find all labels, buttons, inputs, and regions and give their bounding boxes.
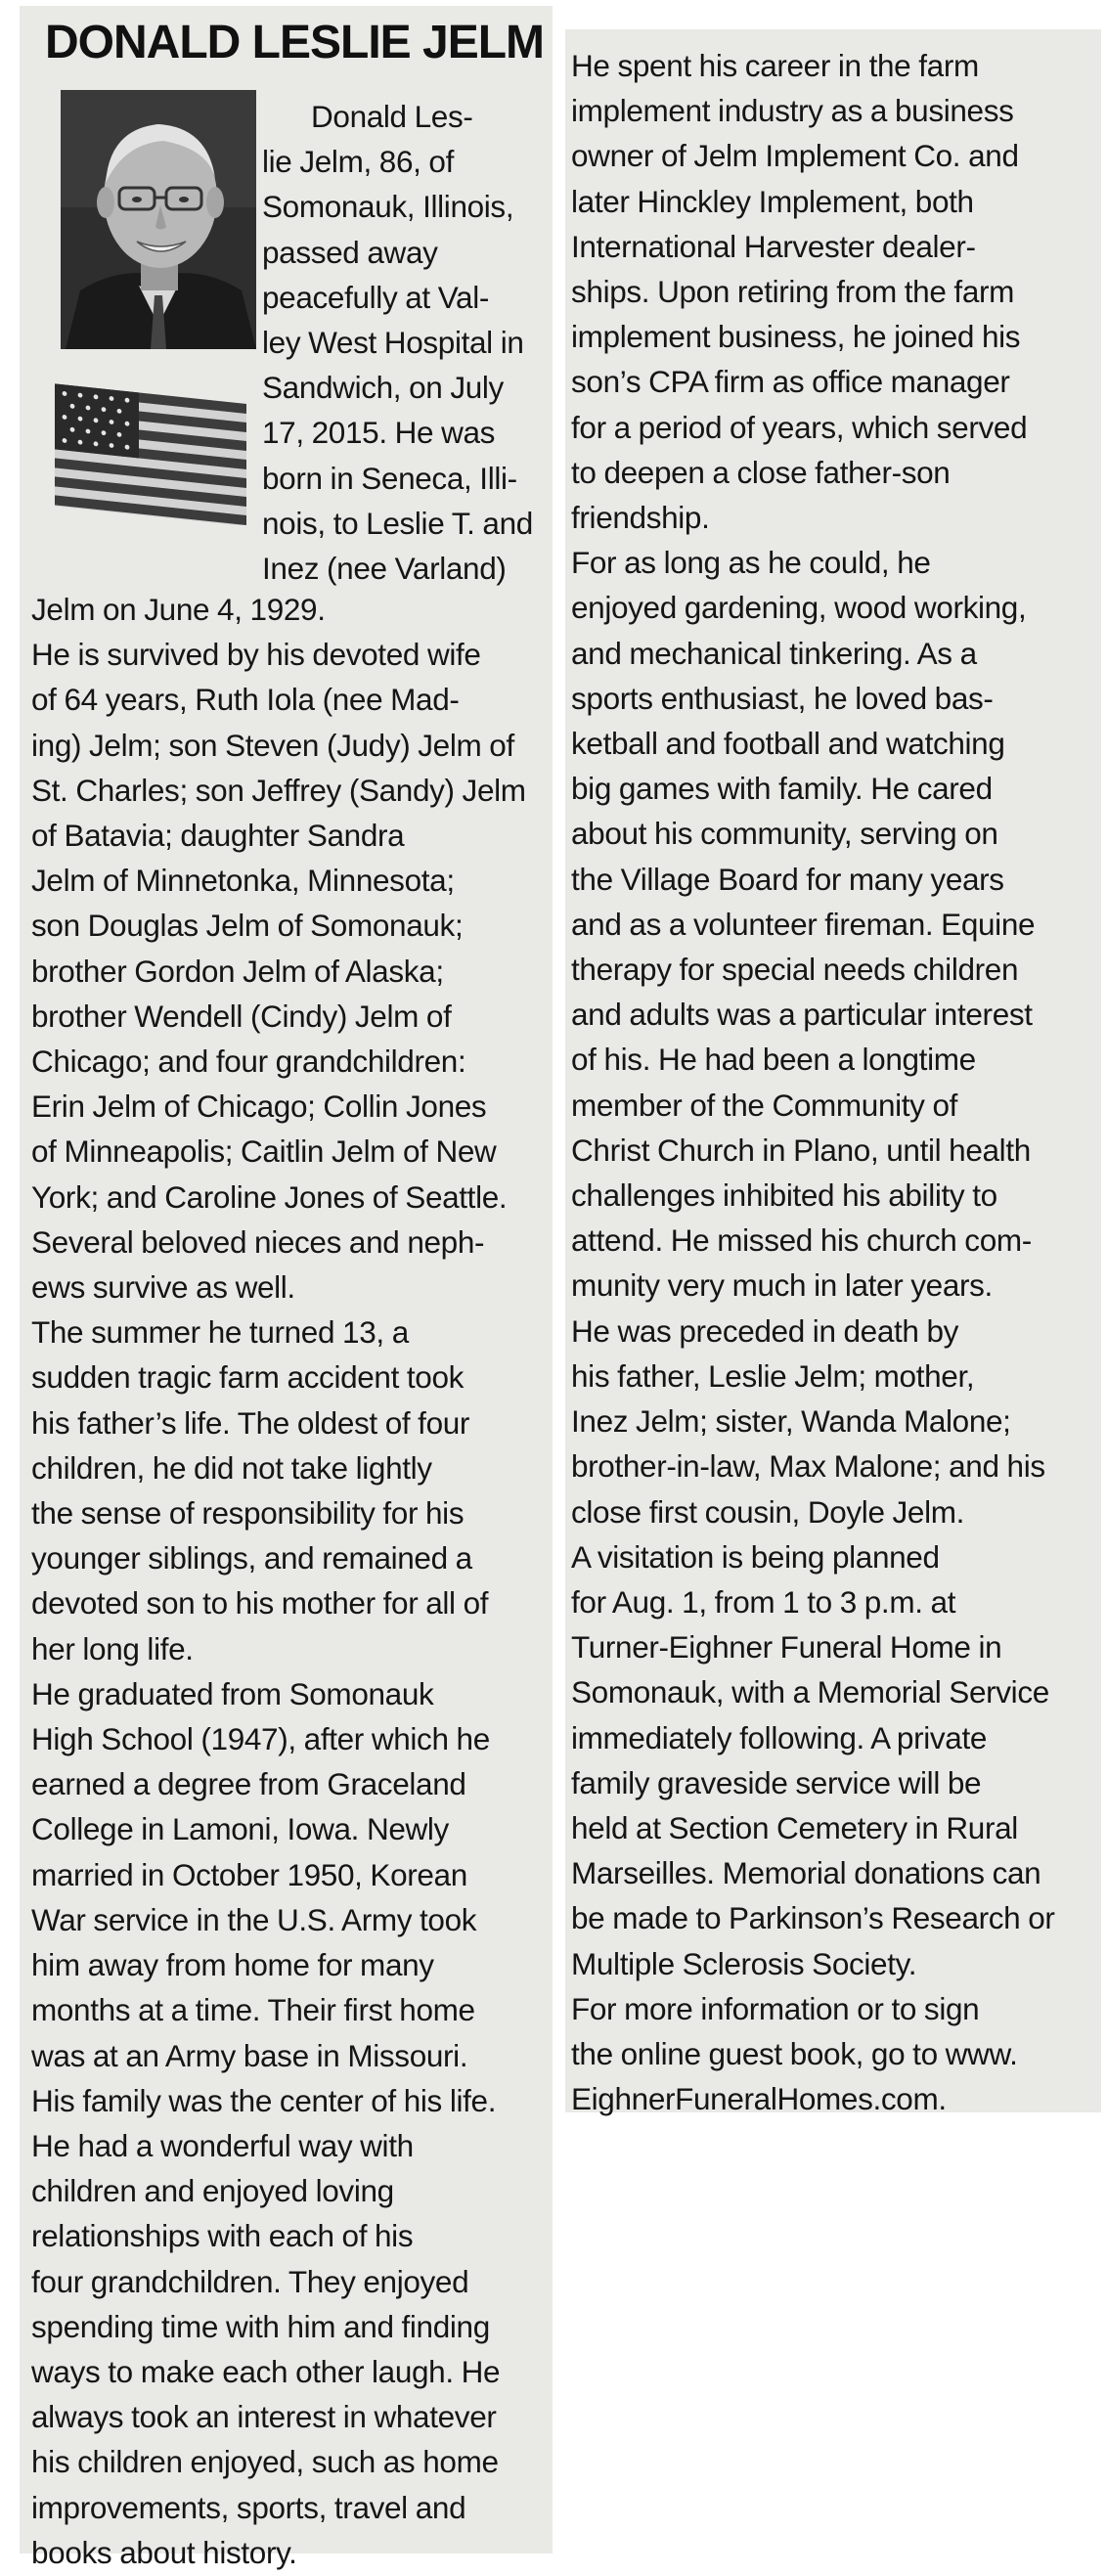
survivors-paragraph: He is survived by his devoted wife of 64 years, Ruth Iola (nee Mad- ing) Jelm; son Steven (Judy) Jelm of St. Charles; son Jeffrey (Sandy) Jelm of Batavia; daughter Sandra Jelm of Minnetonka, Minnesota; son Douglas Jelm of Somonauk; brother Gordon Jelm of Alaska; brother Wendell (Cindy) Jelm of Chicago; and four grandchildren: Erin Jelm of Chicago; Collin Jones of Minneapolis; Caitlin Jelm of New York; and Caroline Jones of Seattle. Several beloved nieces and neph- ews survive as well. — [31, 637, 526, 1306]
left-column — [20, 6, 553, 2570]
early-life-paragraph: The summer he turned 13, a sudden tragic farm accident took his father’s life. The oldest of four children, he did not take lightly the sense of responsibility for his younger siblings, and remained a devoted son to his mother for all of her long life. — [31, 1314, 489, 1666]
headline: DONALD LESLIE JELM — [45, 17, 545, 68]
family-paragraph: He had a wonderful way with children and enjoyed loving relationships with each of his four grandchildren. They enjoyed spending time with him and finding ways to make each other laugh. He always took an interest in whatever his children enjoyed, such as home improvements, sports, travel and books about history. — [31, 2127, 501, 2570]
flag-icon — [51, 383, 251, 525]
portrait-photo — [61, 90, 256, 349]
hobbies-paragraph: For as long as he could, he enjoyed gardening, wood working, and mechanical tinkering. As a sports enthusiast, he loved bas- ketball and football and watching big games with family. He cared about his community, serving on the Village Board for many years and as a volunteer fireman. Equine therapy for special needs children and adults was a particular interest of his. He had been a longtime member of the Community of Christ Church in Plano, until health challenges inhibited his ability to attend. He missed his church com- munity very much in later years. — [571, 545, 1036, 1304]
intro-paragraph-continued: Jelm on June 4, 1929. — [31, 592, 326, 627]
career-paragraph: He spent his career in the farm implement industry as a business owner of Jelm Implement Co. and later Hinckley Implement, both International Harvester dealer- ships. Upon retiring from the farm implement business, he joined his son’s CPA firm as office manager for a period of years, which served to deepen a close father-son friendship. — [571, 48, 1028, 536]
guestbook-paragraph: For more information or to sign the online guest book, go to www. EighnerFuneralHomes.com. — [571, 1990, 1018, 2117]
visitation-paragraph: A visitation is being planned for Aug. 1, from 1 to 3 p.m. at Turner-Eighner Funeral Home in Somonauk, with a Memorial Service immediately following. A private family graveside service will be held at Section Cemetery in Rural Marseilles. Memorial donations can be made to Parkinson’s Research or Multiple Sclerosis Society. — [571, 1538, 1055, 1981]
right-column — [565, 29, 1101, 2117]
intro-paragraph: Donald Les- lie Jelm, 86, of Somonauk, Illinois, passed away peacefully at Val- ley West Hospital in Sandwich, on July 17, 2015. He was born in Seneca, Illi- nois, to Leslie T. and Inez (nee Varland) — [262, 99, 533, 587]
intro-block — [31, 90, 549, 587]
portrait-illustration — [61, 90, 256, 349]
education-paragraph: He graduated from Somonauk High School (1947), after which he earned a degree from Graceland College in Lamoni, Iowa. Newly married in October 1950, Korean War service in the U.S. Army took him away from home for many months at a time. Their first home was at an Army base in Missouri. His family was the center of his life. — [31, 1675, 497, 2118]
preceded-paragraph: He was preceded in death by his father, Leslie Jelm; mother, Inez Jelm; sister, Wanda Malone; brother-in-law, Max Malone; and his close first cousin, Doyle Jelm. — [571, 1312, 1045, 1530]
intro-text-wrap — [262, 94, 555, 591]
american-flag-image — [51, 383, 251, 525]
